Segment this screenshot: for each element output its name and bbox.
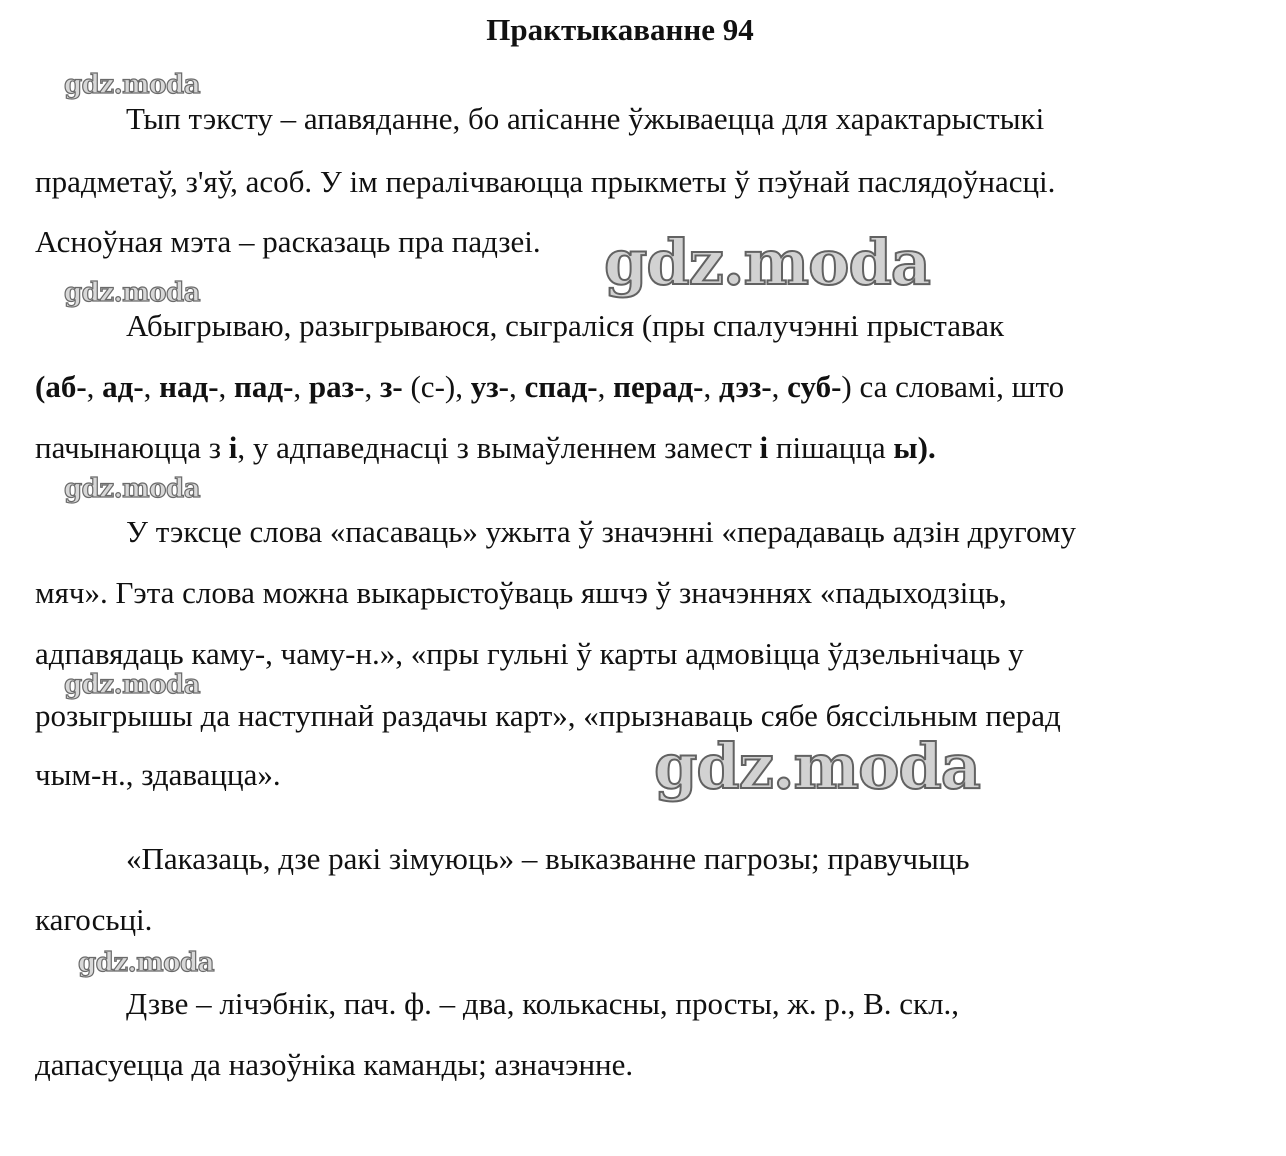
bold-run: ы). — [893, 430, 936, 465]
bold-run: спад- — [524, 369, 598, 404]
text-line — [126, 99, 1044, 139]
bold-run: з- — [379, 369, 403, 404]
bold-run: уз- — [470, 369, 509, 404]
text-run: Абыгрываю, разыгрываюся, сыграліся (пры спалучэнні прыставак — [126, 308, 1005, 343]
text-line — [126, 512, 1076, 552]
watermark: gdz.moda — [64, 70, 201, 100]
watermark: gdz.moda — [654, 730, 980, 803]
text-run: , — [597, 369, 614, 404]
watermark: gdz.moda — [78, 948, 215, 978]
text-run: У тэксце слова «пасаваць» ужыта ў значэнні «перадаваць адзін другому — [126, 514, 1077, 549]
text-line — [35, 367, 1064, 407]
bold-run: перад- — [613, 369, 704, 404]
watermark: gdz.moda — [64, 670, 201, 700]
text-run: , — [86, 369, 103, 404]
text-run: , — [364, 369, 380, 404]
text-run: , — [703, 369, 720, 404]
text-run: розыгрышы да наступнай раздачы карт», «прызнаваць сябе бяссільным перад — [35, 698, 1061, 733]
text-line — [126, 839, 970, 879]
text-line — [126, 984, 959, 1024]
watermark: gdz.moda — [64, 474, 201, 504]
text-run: , — [293, 369, 309, 404]
text-run: ) са словамі, што — [841, 369, 1065, 404]
bold-run: пад- — [234, 369, 294, 404]
bold-run: над- — [159, 369, 219, 404]
bold-run: ( — [35, 369, 46, 404]
text-line — [35, 222, 541, 262]
text-run: «Паказаць, дзе ракі зімуюць» – выказванне пагрозы; правучыць — [126, 841, 970, 876]
bold-run: аб- — [45, 369, 87, 404]
text-line — [35, 755, 281, 795]
text-run: (с-), — [402, 369, 471, 404]
text-run: , — [218, 369, 235, 404]
bold-run: і — [228, 430, 238, 465]
text-run: дапасуецца да назоўніка каманды; азначэнне. — [35, 1047, 634, 1082]
text-run: , у адпаведнасці з вымаўленнем замест — [237, 430, 760, 465]
text-run: прадметаў, з'яў, асоб. У ім пералічваюцца прыкметы ў пэўнай паслядоўнасці. — [35, 164, 1056, 199]
page-title: Практыкаванне 94 — [486, 12, 754, 47]
text-run: пішацца — [768, 430, 894, 465]
text-line — [35, 900, 152, 940]
text-line — [35, 1045, 633, 1085]
bold-run: ад- — [102, 369, 144, 404]
text-run: пачынаюцца з — [35, 430, 229, 465]
text-line — [35, 634, 1024, 674]
text-run: адпавядаць каму-, чаму-н.», «пры гульні ў карты адмовіцца ўдзельнічаць у — [35, 636, 1024, 671]
bold-run: дэз- — [719, 369, 772, 404]
bold-run: суб- — [787, 369, 842, 404]
watermark: gdz.moda — [64, 278, 201, 308]
text-line — [35, 428, 936, 468]
text-run: мяч». Гэта слова можна выкарыстоўваць яшчэ ў значэннях «падыходзіць, — [35, 575, 1007, 610]
text-run: , — [143, 369, 160, 404]
text-run: чым-н., здавацца». — [35, 757, 281, 792]
bold-run: раз- — [308, 369, 365, 404]
text-line — [35, 573, 1007, 613]
text-run: Тып тэксту – апавяданне, бо апісанне ўжываецца для характарыстыкі — [126, 101, 1045, 136]
text-run: Дзве – лічэбнік, пач. ф. – два, колькасны, просты, ж. р., В. скл., — [126, 986, 960, 1021]
bold-run: і — [759, 430, 769, 465]
text-run: , — [771, 369, 788, 404]
watermark: gdz.moda — [604, 226, 930, 299]
text-line — [35, 162, 1055, 202]
text-run: Асноўная мэта – расказаць пра падзеі. — [35, 224, 541, 259]
text-line — [126, 306, 1004, 346]
text-run: кагосьці. — [35, 902, 153, 937]
text-run: , — [509, 369, 525, 404]
